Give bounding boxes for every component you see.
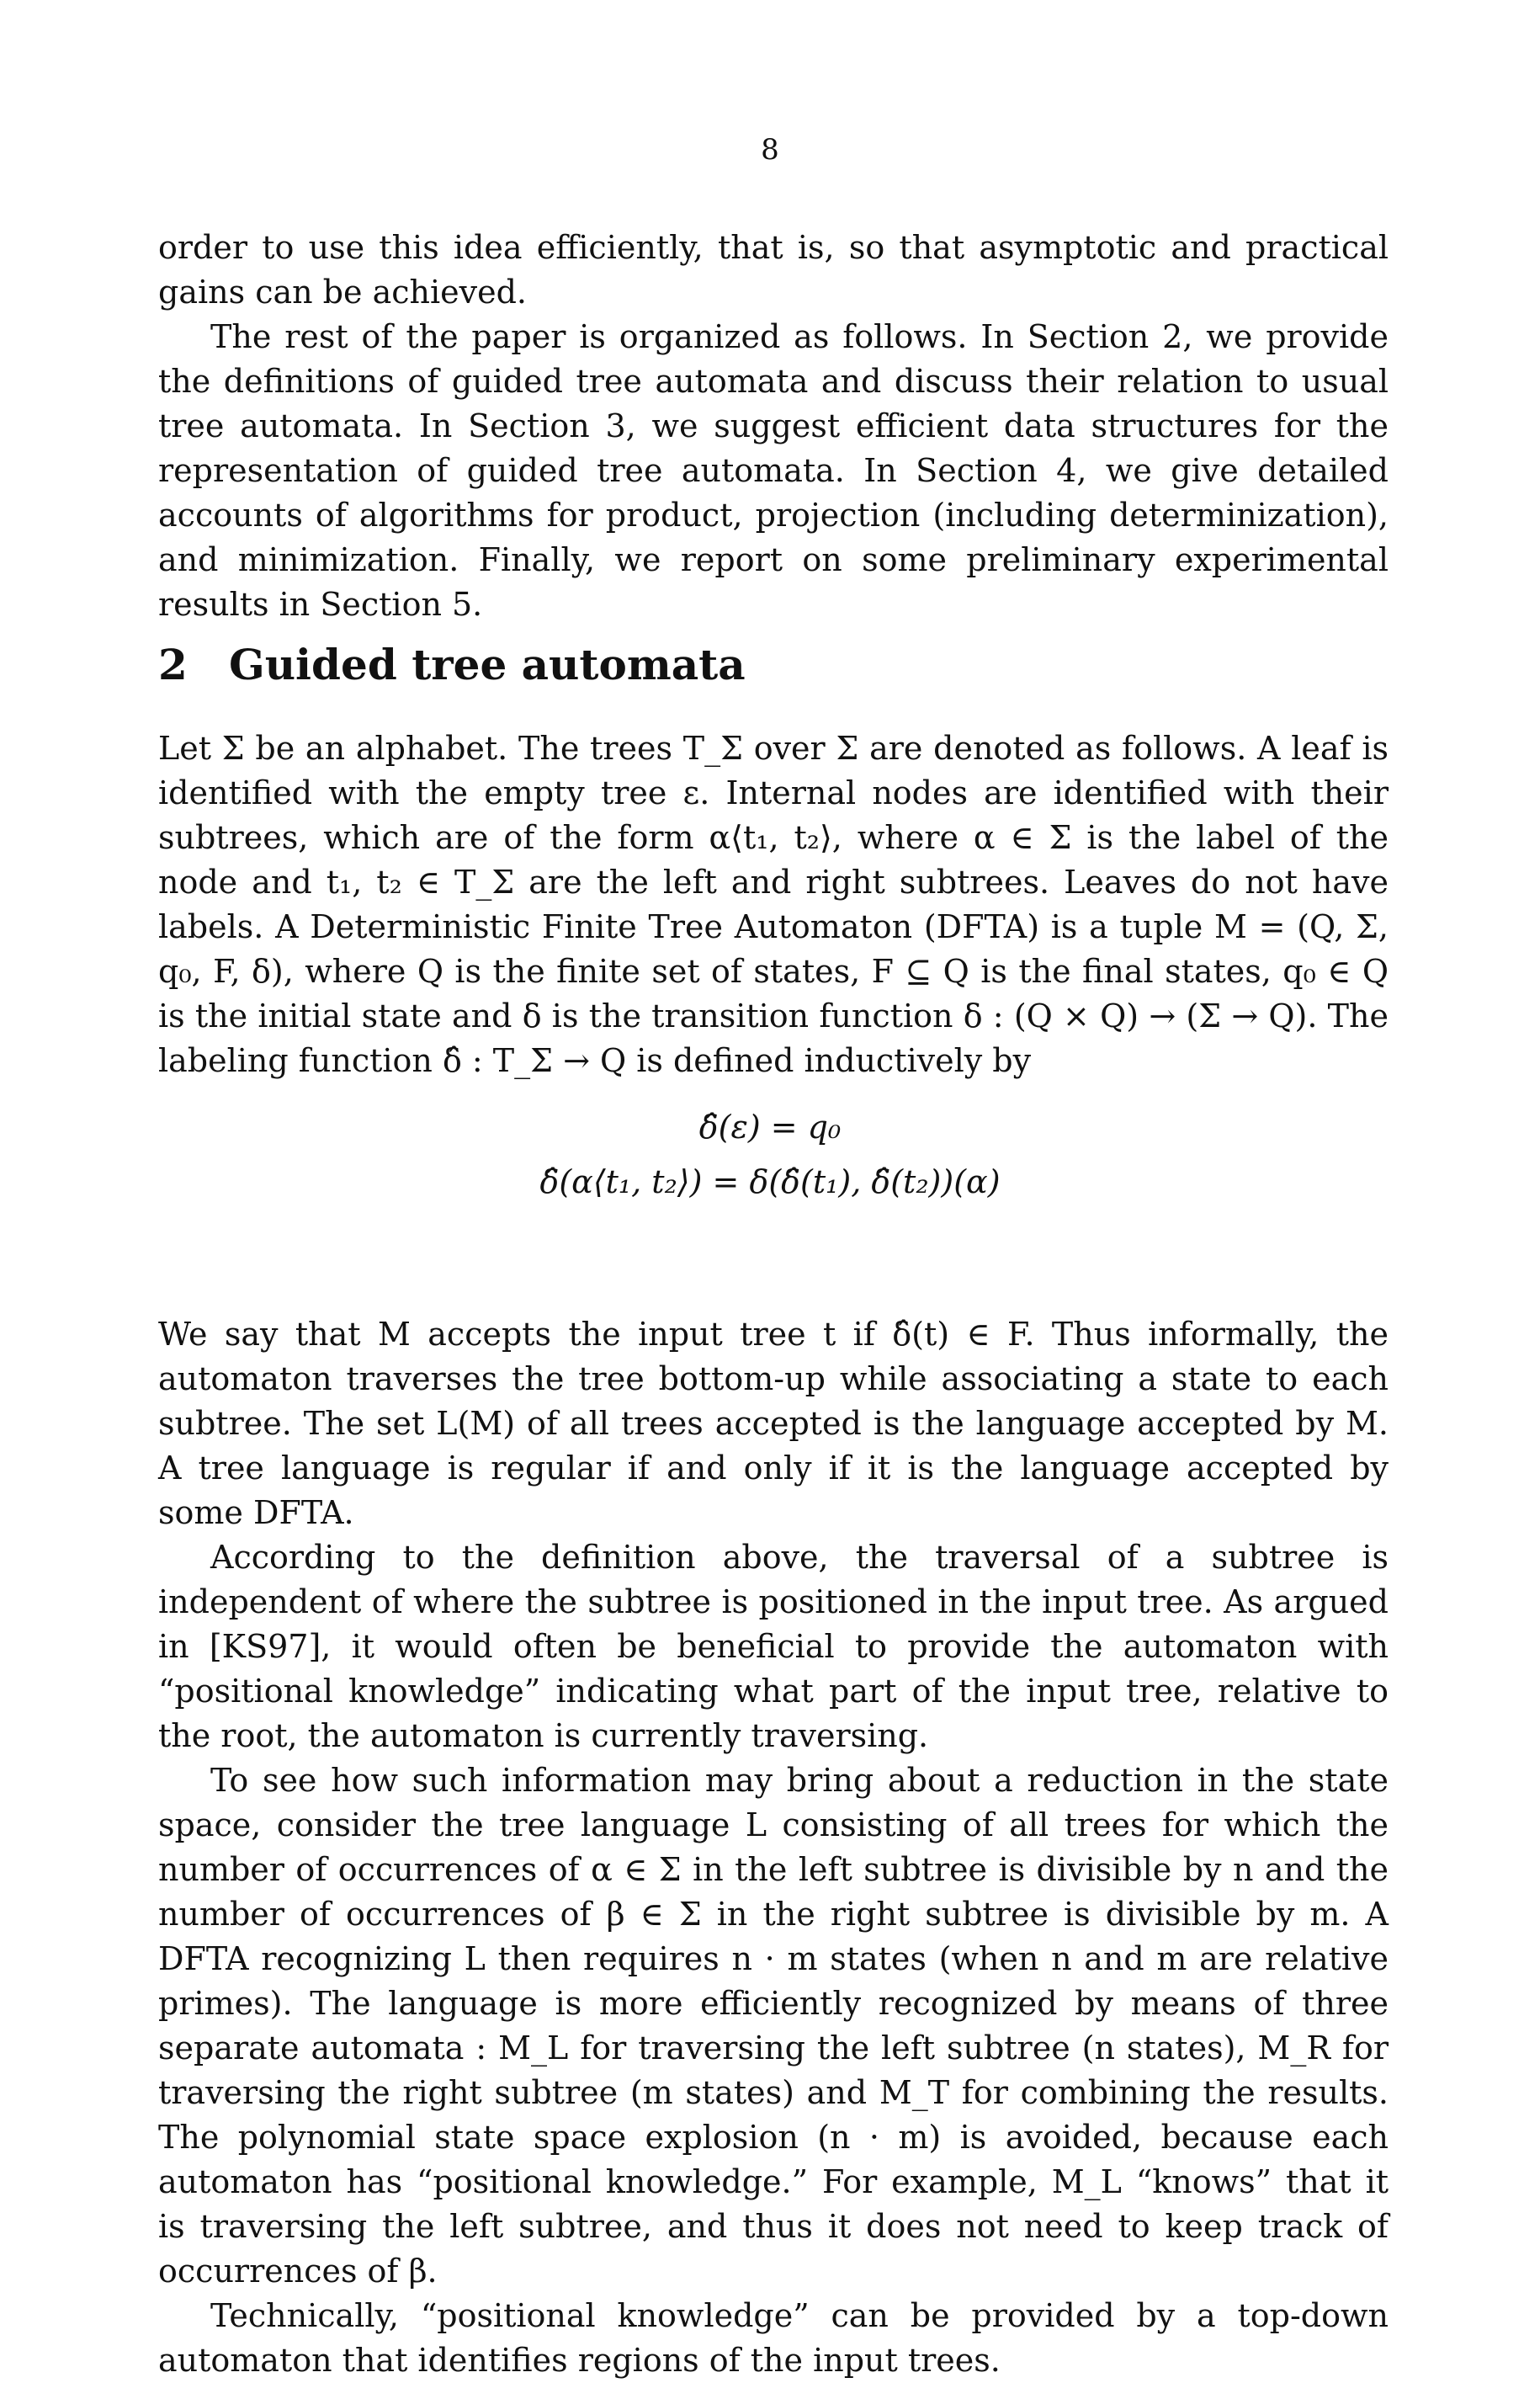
paragraph: We say that M accepts the input tree t if δ̂(t) ∈ F. Thus informally, the automaton traverses the tree bottom-up while associating a state to each subtree. The set L(M) of all trees accepted is the language accepted by M. A tree language is regular if and only if it is the language accepted by some DFTA.: [158, 1316, 1389, 1531]
paragraph: The rest of the paper is organized as follows. In Section 2, we provide the definitions of guided tree automata and discuss their relation to usual tree automata. In Section 3, we suggest efficient data structures for the representation of guided tree automata. In Section 4, we give detailed accounts of algorithms for product, projection (including determinization), and minimization. Finally, we report on some preliminary experimental results in Section 5.: [158, 318, 1389, 623]
section-heading: [158, 638, 1389, 692]
section-title: Guided tree automata: [229, 640, 746, 689]
paragraph: order to use this idea efficiently, that is, so that asymptotic and practical gains can be achieved.: [158, 229, 1389, 311]
section-number: 2: [158, 640, 188, 689]
paragraph: Let Σ be an alphabet. The trees T_Σ over Σ are denoted as follows. A leaf is identified with the empty tree ε. Internal nodes are identified with their subtrees, which are of the form α⟨t₁, t₂⟩, where α ∈ Σ is the label of the node and t₁, t₂ ∈ T_Σ are the left and right subtrees. Leaves do not have labels. A Deterministic Finite Tree Automaton (DFTA) is a tuple M = (Q, Σ, q₀, F, δ), where Q is the finite set of states, F ⊆ Q is the final states, q₀ ∈ Q is the initial state and δ is the transition function δ : (Q × Q) → (Σ → Q). The labeling function δ̂ : T_Σ → Q is defined inductively by: [158, 730, 1389, 1079]
intro-continuation: [158, 226, 1389, 627]
paragraph: According to the definition above, the traversal of a subtree is independent of where the subtree is positioned in the input tree. As argued in [KS97], it would often be beneficial to provide the automaton with “positional knowledge” indicating what part of the input tree, relative to the root, the automaton is currently traversing.: [158, 1539, 1389, 1754]
paragraph: To see how such information may bring about a reduction in the state space, consider the tree language L consisting of all trees for which the number of occurrences of α ∈ Σ in the left subtree is divisible by n and the number of occurrences of β ∈ Σ in the right subtree is divisible by m. A DFTA recognizing L then requires n · m states (when n and m are relative primes). The language is more efficiently recognized by means of three separate automata : M_L for traversing the left subtree (n states), M_R for traversing the right subtree (m states) and M_T for combining the results. The polynomial state space explosion (n · m) is avoided, because each automaton has “positional knowledge.” For example, M_L “knows” that it is traversing the left subtree, and thus it does not need to keep track of occurrences of β.: [158, 1762, 1389, 2290]
paragraph: Technically, “positional knowledge” can be provided by a top-down automaton that identifies regions of the input trees.: [158, 2297, 1389, 2379]
equation: δ̂(α⟨t₁, t₂⟩) = δ(δ̂(t₁), δ̂(t₂))(α): [539, 1163, 1001, 1200]
definition-block: [158, 726, 1389, 1083]
equation: δ̂(ε) = q₀: [698, 1109, 842, 1146]
page-number: 8: [761, 133, 779, 167]
body-text: [158, 1312, 1389, 2383]
